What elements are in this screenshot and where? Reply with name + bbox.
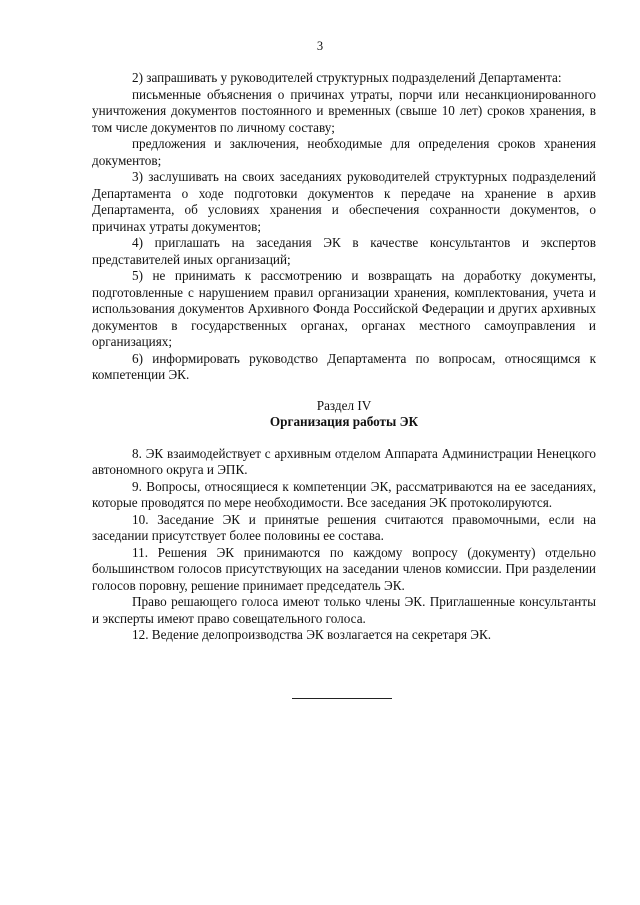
paragraph-6: 6) информировать руководство Департамента по вопросам, относящимся к компетенции ЭК.: [92, 350, 596, 382]
paragraph-5: 5) не принимать к рассмотрению и возвращать на доработку документы, подготовленные с нарушением правил организации хранения, комплектования, учета и использования документов Архивного Фонда Российской Федерации и других архивных документов в государственных органах, органах местного самоуправления и организациях;: [92, 268, 596, 349]
end-of-document-rule: [292, 698, 392, 699]
paragraph-2: 2) запрашивать у руководителей структурных подразделений Департамента:: [132, 70, 562, 85]
paragraph-10: 10. Заседание ЭК и принятые решения считаются правомочными, если на заседании присутствует более половины ее состава.: [92, 511, 596, 543]
paragraph-9: 9. Вопросы, относящиеся к компетенции ЭК, рассматриваются на ее заседаниях, которые проводятся по мере необходимости. Все заседания ЭК протоколируются.: [92, 478, 596, 510]
section-label: Раздел IV: [316, 397, 372, 413]
page-number: 3: [316, 39, 324, 53]
section-title: Организация работы ЭК: [269, 414, 419, 429]
document-body: [92, 70, 596, 644]
paragraph-8: 8. ЭК взаимодействует с архивным отделом Аппарата Администрации Ненецкого автономного округа и ЭПК.: [92, 445, 596, 477]
section-spacer-after: [92, 431, 596, 446]
paragraph-3: 3) заслушивать на своих заседаниях руководителей структурных подразделений Департамента о ходе подготовки документов к передаче на хранение в архив Департамента, об условиях хранения и обеспечения сохранности документов, о причинах утраты документов;: [92, 169, 596, 234]
paragraph-12: 12. Ведение делопроизводства ЭК возлагается на секретаря ЭК.: [132, 627, 492, 642]
paragraph-2-proposals: предложения и заключения, необходимые для определения сроков хранения документов;: [92, 136, 596, 168]
section-spacer: [92, 384, 596, 398]
paragraph-11: 11. Решения ЭК принимаются по каждому вопросу (документу) отдельно большинством голосов присутствующих на заседании членов комиссии. При разделении голосов поровну, решение принимает председатель ЭК.: [92, 544, 596, 593]
paragraph-11-voting: Право решающего голоса имеют только члены ЭК. Приглашенные консультанты и эксперты имеют право совещательного голоса.: [92, 594, 596, 626]
paragraph-4: 4) приглашать на заседания ЭК в качестве консультантов и экспертов представителей иных организаций;: [92, 235, 596, 267]
paragraph-2-explanations: письменные объяснения о причинах утраты, порчи или несанкционированного уничтожения документов постоянного и временных (свыше 10 лет) сроков хранения, в том числе документов по личному составу;: [92, 86, 596, 135]
